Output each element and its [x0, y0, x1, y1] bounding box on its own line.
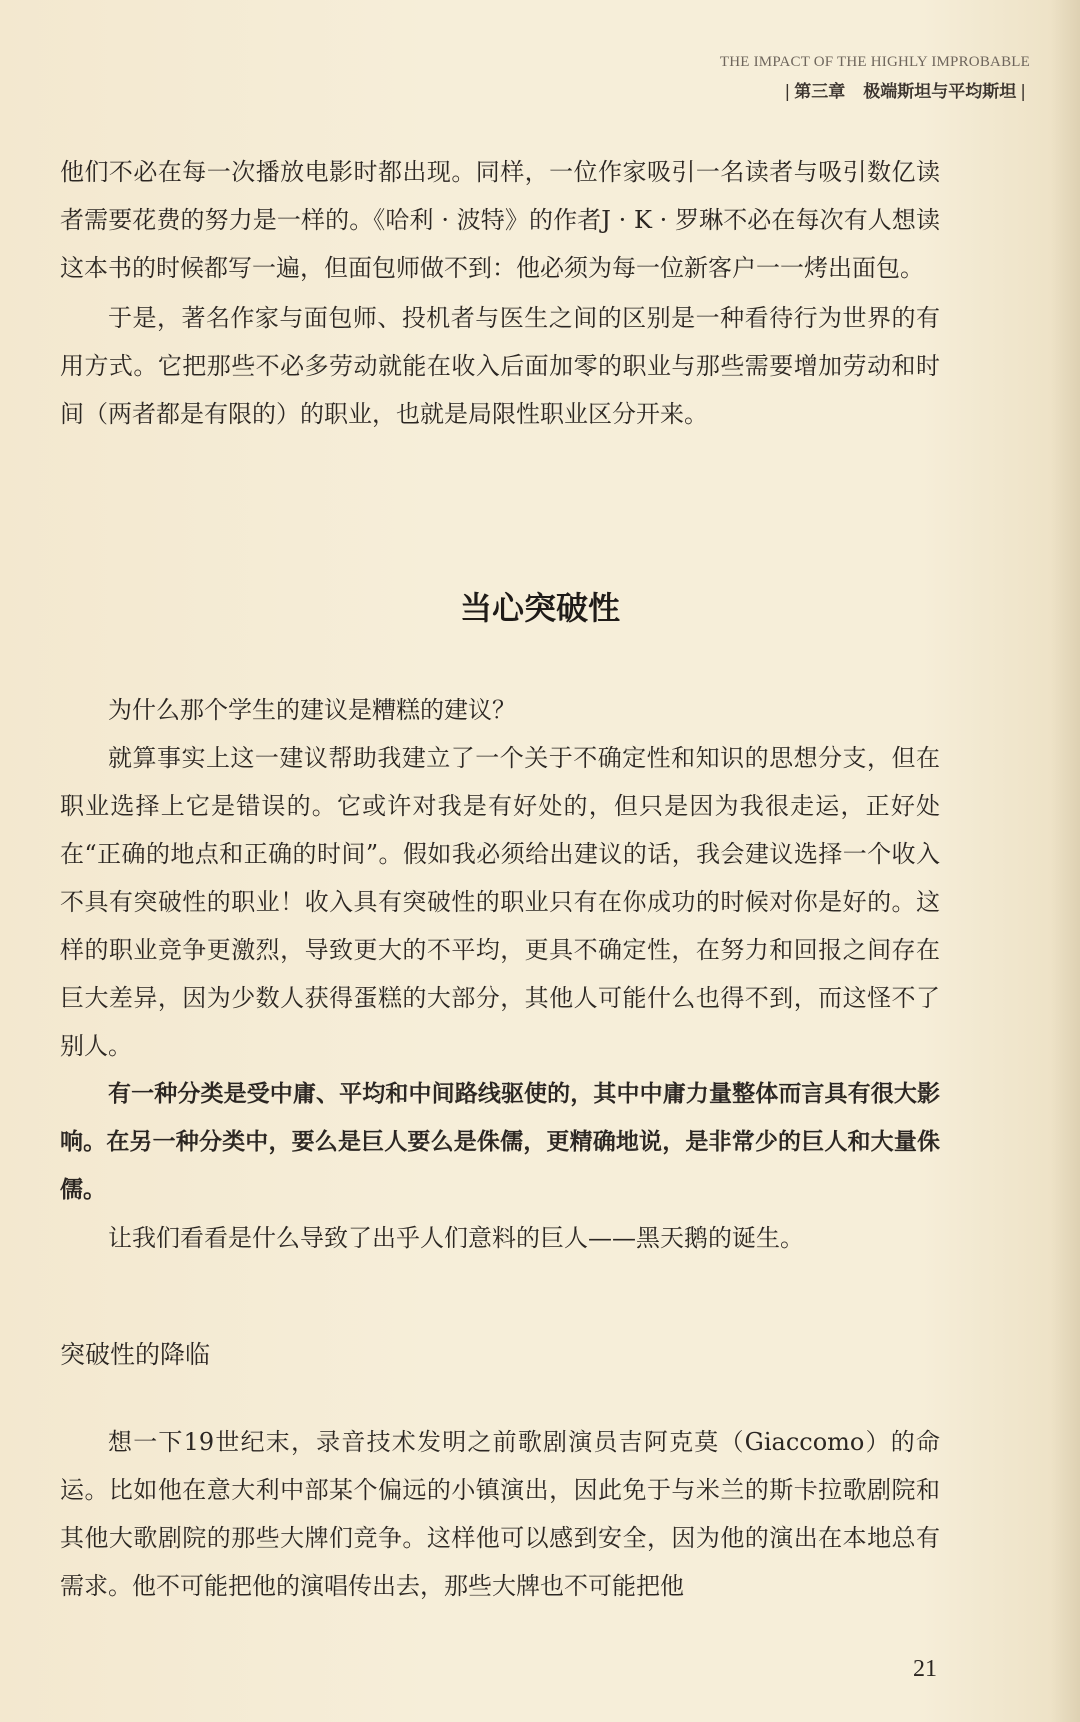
running-head-english: THE IMPACT OF THE HIGHLY IMPROBABLE — [719, 54, 1030, 70]
running-head-chapter — [720, 77, 1030, 102]
chapter-number: 第三章 — [794, 82, 846, 102]
running-head — [720, 54, 1030, 102]
text-block-middle — [60, 686, 940, 1262]
chapter-title: 极端斯坦与平均斯坦 — [863, 82, 1017, 102]
running-head-bar-left: | — [784, 82, 791, 102]
paragraph: 让我们看看是什么导致了出乎人们意料的巨人——黑天鹅的诞生。 — [108, 1224, 804, 1252]
page-number: 21 — [913, 1656, 937, 1682]
section-title: 当心突破性 — [459, 589, 620, 627]
paragraph: 为什么那个学生的建议是糟糕的建议？ — [108, 696, 516, 724]
text-block-bottom — [60, 1418, 940, 1610]
paragraph: 于是，著名作家与面包师、投机者与医生之间的区别是一种看待行为世界的有用方式。它把那些不必多劳动就能在收入后面加零的职业与那些需要增加劳动和时间（两者都是有限的）的职业，也就是局限性职业区分开来。 — [60, 304, 940, 428]
page-edge-shadow — [1050, 0, 1080, 1722]
paragraph: 就算事实上这一建议帮助我建立了一个关于不确定性和知识的思想分支，但在职业选择上它是错误的。它或许对我是有好处的，但只是因为我很走运，正好处在“正确的地点和正确的时间”。假如我必须给出建议的话，我会建议选择一个收入不具有突破性的职业！收入具有突破性的职业只有在你成功的时候对你是好的。这样的职业竞争更激烈，导致更大的不平均，更具不确定性，在努力和回报之间存在巨大差异，因为少数人获得蛋糕的大部分，其他人可能什么也得不到，而这怪不了别人。 — [60, 744, 940, 1060]
text-block-top — [60, 148, 940, 438]
paragraph: 他们不必在每一次播放电影时都出现。同样，一位作家吸引一名读者与吸引数亿读者需要花费的努力是一样的。《哈利 · 波特》的作者J · K · 罗琳不必在每次有人想读这本书的时候都写一遍，但面包师做不到：他必须为每一位新客户一一烤出面包。 — [60, 158, 940, 282]
paragraph: 想一下19世纪末，录音技术发明之前歌剧演员吉阿克莫（Giaccomo）的命运。比如他在意大利中部某个偏远的小镇演出，因此免于与米兰的斯卡拉歌剧院和其他大歌剧院的那些大牌们竞争。这样他可以感到安全，因为他的演出在本地总有需求。他不可能把他的演唱传出去，那些大牌也不可能把他 — [60, 1428, 940, 1600]
running-head-bar-right: | — [1020, 82, 1026, 102]
subsection-title: 突破性的降临 — [60, 1340, 211, 1369]
bold-paragraph: 有一种分类是受中庸、平均和中间路线驱使的，其中中庸力量整体而言具有很大影响。在另一种分类中，要么是巨人要么是侏儒，更精确地说，是非常少的巨人和大量侏儒。 — [60, 1081, 940, 1203]
